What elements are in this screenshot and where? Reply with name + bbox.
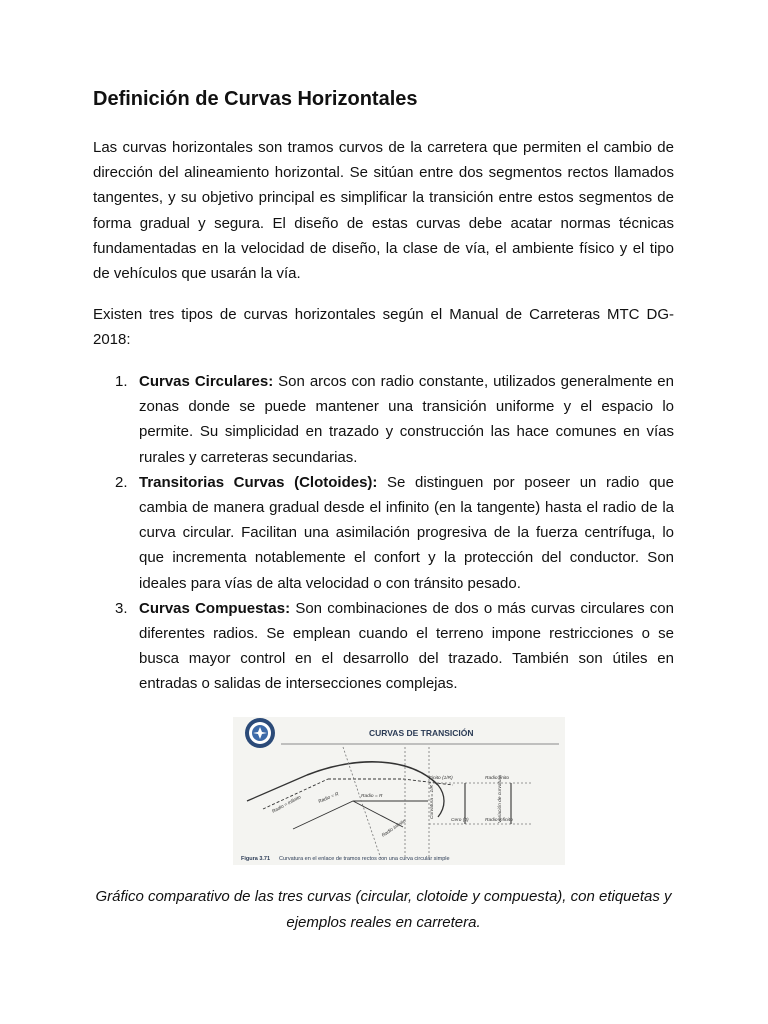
label-cero: Cero (0) xyxy=(451,818,469,823)
list-item xyxy=(93,470,674,596)
label-radio-r: Radio = R xyxy=(317,792,340,805)
figure-caption-text: Curvatura en el enlace de tramos rectos con una curva circular simple xyxy=(279,856,450,862)
list-term: Transitorias Curvas (Clotoides): xyxy=(139,473,378,491)
list-item xyxy=(93,596,674,697)
label-radio-finito: Radio finito xyxy=(485,776,509,781)
institution-seal-icon xyxy=(245,718,275,748)
list-number: 3. xyxy=(115,599,128,617)
label-variacion: Variación de curvatura xyxy=(498,775,503,823)
figure-caption: Gráfico comparativo de las tres curvas (circular, clotoide y compuesta), con etiquetas y ejemplos reales en carretera. xyxy=(95,888,672,931)
label-radio-infinito-3: Radio infinito xyxy=(485,818,513,823)
list-term: Curvas Circulares: xyxy=(139,373,274,390)
label-radio-infinito: Radio = infinito xyxy=(271,795,303,815)
figure-caption-label: Figura 3.71 xyxy=(241,856,271,862)
list-number: 1. xyxy=(115,373,128,390)
types-intro-paragraph: Existen tres tipos de curvas horizontales según el Manual de Carreteras MTC DG-2018: xyxy=(93,306,674,349)
transition-curves-figure xyxy=(233,717,565,865)
intro-paragraph: Las curvas horizontales son tramos curvos de la carretera que permiten el cambio de dirección del alineamiento horizontal. Se sitúan entre dos segmentos rectos llamados tangentes, y su objetivo principal es simplificar la transición entre estos segmentos de forma gradual y segura. El diseño de estas curvas debe acatar normas técnicas fundamentadas en la velocidad de diseño, la clase de vía, el ambiente físico y el tipo de vehículos que usarán la vía. xyxy=(93,139,674,283)
label-curvatura: Curvatura = 1/R xyxy=(430,785,435,819)
transition-curves-diagram xyxy=(233,717,565,865)
list-text: Son arcos con radio constante, utilizados generalmente en zonas donde se puede mantener una transición uniforme y el espacio lo permite. Su simplicidad en trazado y construcción las hace comunes en vías rurales y carreteras secundarias. xyxy=(139,373,674,466)
list-number: 2. xyxy=(115,473,128,491)
list-item xyxy=(93,369,674,470)
figure-heading: CURVAS DE TRANSICIÓN xyxy=(369,728,474,738)
list-term: Curvas Compuestas: xyxy=(139,599,291,617)
label-finito: Finito (1/R) xyxy=(429,776,453,781)
label-radio-infinito-2: Radio infinito xyxy=(381,819,408,839)
curve-types-list xyxy=(93,369,674,697)
list-text: Se distinguen por poseer un radio que cambia de manera gradual desde el infinito (en la tangente) hasta el radio de la curva circular. Facilitan una asimilación progresiva de la fuerza centrífuga, lo que incrementa notablemente el confort y la protección del conductor. Son ideales para vías de alta velocidad o con tránsito pesado. xyxy=(139,473,674,592)
label-radio-ra: Radio = R xyxy=(361,794,383,799)
list-text: Son combinaciones de dos o más curvas circulares con diferentes radios. Se emplean cuando el terreno impone restricciones o se busca mayor control en el desarrollo del trazado. También son útiles en entradas o salidas de intersecciones complejas. xyxy=(139,599,674,693)
page-title: Definición de Curvas Horizontales xyxy=(93,88,418,110)
